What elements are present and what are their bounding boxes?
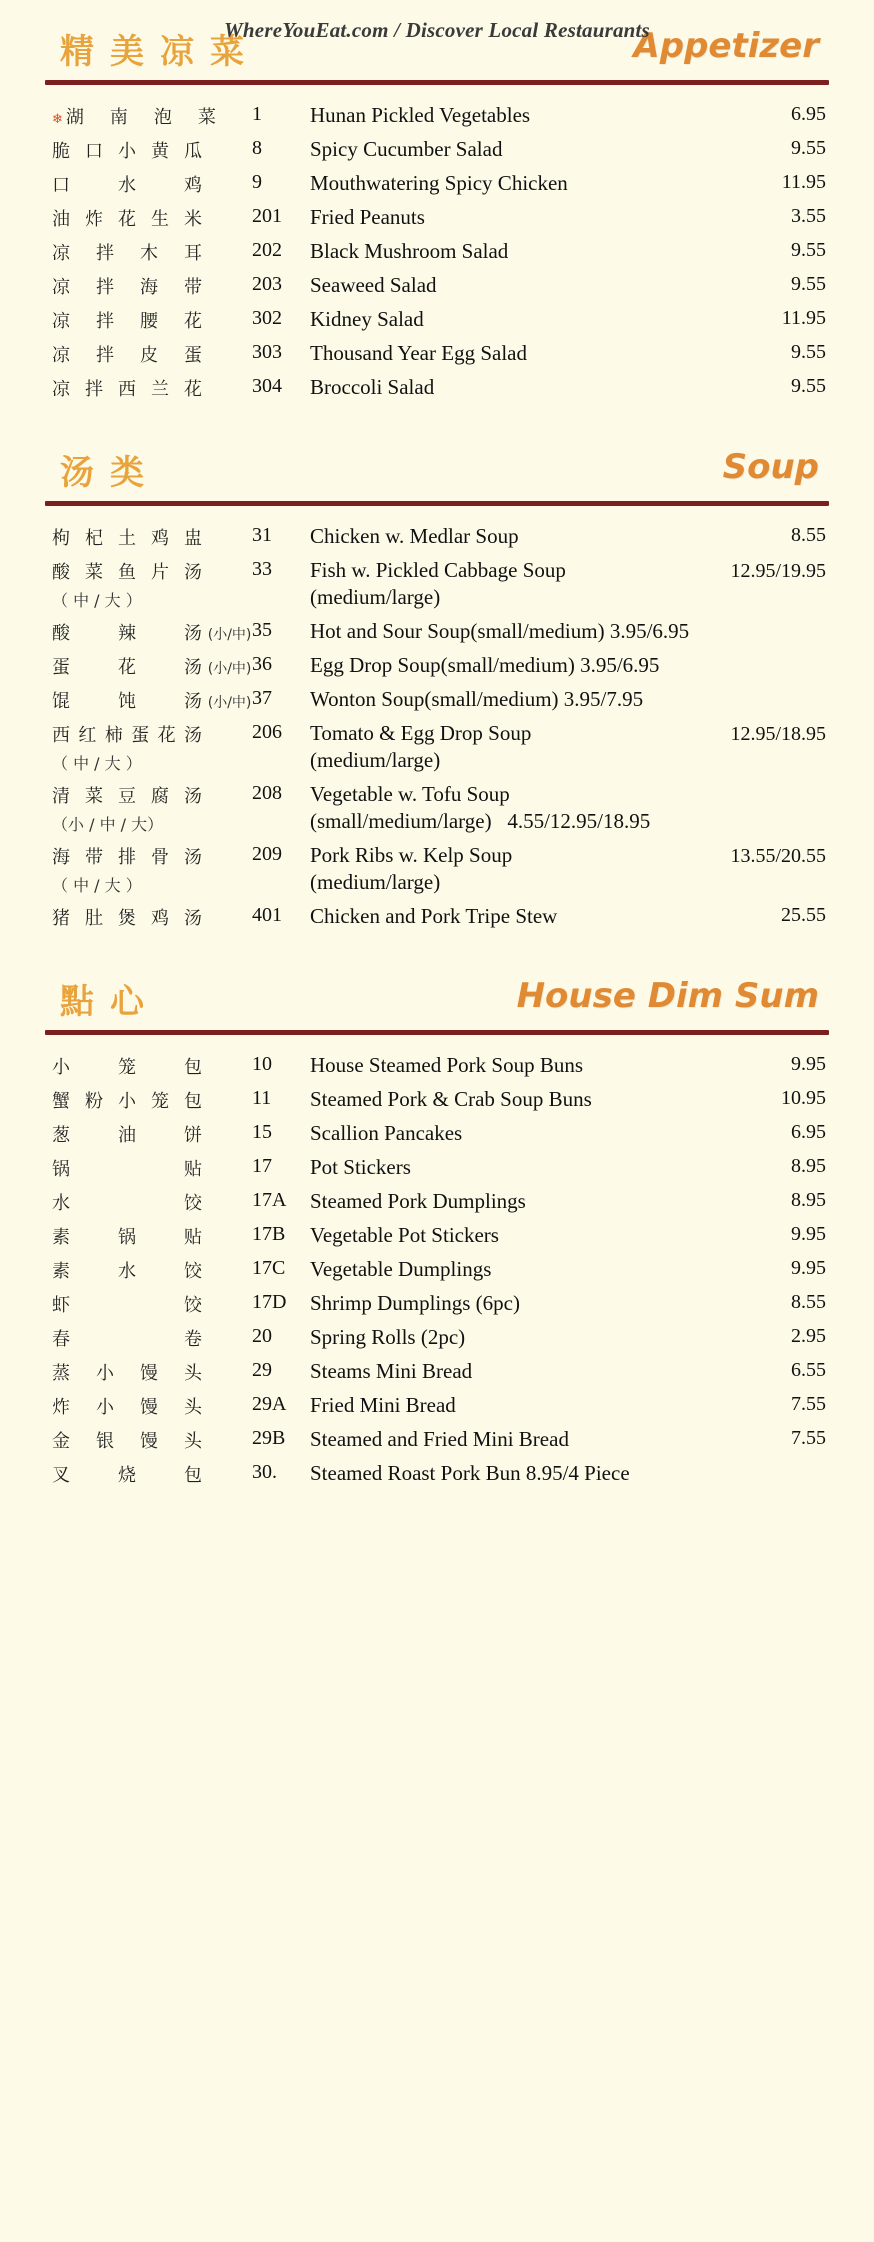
section-title-english: Soup bbox=[722, 447, 819, 487]
menu-item-row bbox=[0, 839, 874, 900]
item-chinese-text: 素水饺 bbox=[52, 1261, 202, 1282]
item-name-chinese bbox=[0, 717, 252, 778]
section-title-english: House Dim Sum bbox=[516, 976, 819, 1016]
item-price bbox=[708, 1185, 874, 1219]
item-number: 208 bbox=[252, 782, 282, 804]
menu-item-row bbox=[0, 1321, 874, 1355]
item-number: 33 bbox=[252, 558, 272, 580]
item-chinese-size-line: （ 中 / 大 ） bbox=[52, 754, 142, 773]
item-name-english bbox=[310, 167, 708, 201]
item-name-english bbox=[310, 554, 708, 615]
item-chinese-text: 炸小馒头 bbox=[52, 1397, 202, 1418]
item-price-text: 9.95 bbox=[791, 1053, 826, 1075]
item-chinese-text: 清菜豆腐汤 bbox=[52, 786, 202, 807]
item-name-text: Wonton Soup(small/medium) bbox=[310, 687, 559, 711]
menu-item-row bbox=[0, 520, 874, 554]
menu-item-row bbox=[0, 269, 874, 303]
item-price bbox=[708, 1219, 874, 1253]
item-name-english bbox=[310, 269, 708, 303]
section-header bbox=[0, 439, 874, 501]
item-name-english bbox=[310, 1117, 708, 1151]
item-number: 29 bbox=[252, 1359, 272, 1381]
item-number: 17B bbox=[252, 1223, 286, 1245]
item-number: 201 bbox=[252, 205, 282, 227]
item-chinese-text: 素锅贴 bbox=[52, 1227, 202, 1248]
menu-item-row bbox=[0, 167, 874, 201]
item-price-inline: 4.55/12.95/18.95 bbox=[507, 809, 651, 833]
item-name-sub-text: (medium/large) bbox=[310, 585, 441, 609]
menu-item-row bbox=[0, 133, 874, 167]
item-name-text: Fish w. Pickled Cabbage Soup bbox=[310, 558, 566, 582]
item-name-english bbox=[310, 201, 708, 235]
item-chinese-text: 凉拌海带 bbox=[52, 277, 202, 298]
item-number: 29B bbox=[252, 1427, 286, 1449]
item-number: 17D bbox=[252, 1291, 287, 1313]
item-chinese-size-line: （小 / 中 / 大） bbox=[52, 815, 164, 834]
item-price-text: 11.95 bbox=[781, 307, 826, 329]
item-name-chinese bbox=[0, 520, 252, 554]
item-name-sub-text: (medium/large) bbox=[310, 748, 441, 772]
item-chinese-text: 凉拌皮蛋 bbox=[52, 345, 202, 366]
menu-item-row bbox=[0, 1389, 874, 1423]
item-name-english bbox=[310, 649, 708, 683]
menu-item-row bbox=[0, 1185, 874, 1219]
menu-item-row bbox=[0, 649, 874, 683]
item-name-subline bbox=[310, 870, 698, 895]
item-name-text: Mouthwatering Spicy Chicken bbox=[310, 171, 568, 195]
item-chinese-text: 虾饺 bbox=[52, 1295, 202, 1316]
item-name-chinese bbox=[0, 1049, 252, 1083]
item-price bbox=[708, 1083, 874, 1117]
item-chinese-text: 湖南泡菜 bbox=[65, 107, 216, 128]
section-title-chinese: 精美凉菜 bbox=[60, 32, 260, 72]
item-chinese-text: 小笼包 bbox=[52, 1057, 202, 1078]
item-number: 20 bbox=[252, 1325, 272, 1347]
item-name-english bbox=[310, 1185, 708, 1219]
menu-item-row bbox=[0, 1049, 874, 1083]
item-price bbox=[708, 167, 874, 201]
menu-item-row bbox=[0, 303, 874, 337]
item-number: 30. bbox=[252, 1461, 277, 1483]
menu-item-row bbox=[0, 554, 874, 615]
item-price bbox=[708, 1423, 874, 1457]
top-spacer bbox=[0, 0, 874, 18]
item-name-text: Hunan Pickled Vegetables bbox=[310, 103, 531, 127]
item-price-text: 6.95 bbox=[791, 1121, 826, 1143]
item-name-text: Chicken w. Medlar Soup bbox=[310, 524, 519, 548]
item-price-text: 11.95 bbox=[781, 171, 826, 193]
item-price bbox=[708, 1151, 874, 1185]
item-chinese-size: (小/中) bbox=[207, 661, 252, 677]
item-price-text: 7.55 bbox=[791, 1393, 826, 1415]
item-price-text: 9.55 bbox=[791, 239, 826, 261]
menu-item-table bbox=[0, 520, 874, 934]
item-chinese-text: 蛋花汤 bbox=[52, 657, 202, 678]
item-price bbox=[708, 649, 874, 683]
item-name-text: Steams Mini Bread bbox=[310, 1359, 473, 1383]
item-name-text: Thousand Year Egg Salad bbox=[310, 341, 527, 365]
item-price bbox=[708, 99, 874, 133]
item-name-text: Vegetable Pot Stickers bbox=[310, 1223, 499, 1247]
item-name-text: Fried Mini Bread bbox=[310, 1393, 456, 1417]
item-price bbox=[708, 337, 874, 371]
menu-item-table bbox=[0, 1049, 874, 1491]
section-spacer bbox=[0, 942, 874, 968]
item-name-sub-text: (small/medium/large) bbox=[310, 809, 492, 833]
item-name-text: Spicy Cucumber Salad bbox=[310, 137, 503, 161]
item-name-english bbox=[310, 99, 708, 133]
item-number: 37 bbox=[252, 687, 272, 709]
item-name-text: Hot and Sour Soup(small/medium) bbox=[310, 619, 605, 643]
menu-section bbox=[0, 0, 874, 413]
item-price bbox=[708, 1049, 874, 1083]
item-price bbox=[708, 269, 874, 303]
item-price-sub: 13.55/20.55 bbox=[730, 845, 826, 867]
item-name-chinese bbox=[0, 1083, 252, 1117]
menu-item-row bbox=[0, 99, 874, 133]
item-price bbox=[708, 303, 874, 337]
item-name-text: Seaweed Salad bbox=[310, 273, 437, 297]
item-price-text: 3.55 bbox=[791, 205, 826, 227]
item-name-english bbox=[310, 337, 708, 371]
item-name-chinese bbox=[0, 1117, 252, 1151]
menu-item-row bbox=[0, 371, 874, 405]
item-price bbox=[708, 900, 874, 934]
item-price-text: 9.95 bbox=[791, 1223, 826, 1245]
item-name-text: Black Mushroom Salad bbox=[310, 239, 509, 263]
item-chinese-text: 葱油饼 bbox=[52, 1125, 202, 1146]
item-chinese-text: 水饺 bbox=[52, 1193, 202, 1214]
item-chinese-text: 蒸小馒头 bbox=[52, 1363, 202, 1384]
item-name-chinese bbox=[0, 1185, 252, 1219]
item-price bbox=[708, 1457, 874, 1491]
item-price-text: 8.55 bbox=[791, 1291, 826, 1313]
item-price-text: 6.55 bbox=[791, 1359, 826, 1381]
menu-item-row bbox=[0, 235, 874, 269]
item-price bbox=[708, 554, 874, 615]
item-name-english bbox=[310, 1083, 708, 1117]
item-price bbox=[708, 1321, 874, 1355]
menu-section bbox=[0, 413, 874, 942]
menu-item-row bbox=[0, 683, 874, 717]
item-name-chinese bbox=[0, 615, 252, 649]
item-name-text: House Steamed Pork Soup Buns bbox=[310, 1053, 583, 1077]
item-name-chinese bbox=[0, 1355, 252, 1389]
menu-item-row bbox=[0, 1117, 874, 1151]
item-price-text: 6.95 bbox=[791, 103, 826, 125]
item-price-text: 25.55 bbox=[781, 904, 826, 926]
item-name-english bbox=[310, 520, 708, 554]
item-chinese-text: 枸杞土鸡盅 bbox=[52, 528, 202, 549]
item-number: 401 bbox=[252, 904, 282, 926]
item-name-sub-text: (medium/large) bbox=[310, 870, 441, 894]
item-name-english bbox=[310, 1049, 708, 1083]
item-price bbox=[708, 1117, 874, 1151]
item-chinese-text: 酸菜鱼片汤 bbox=[52, 562, 202, 583]
item-price-text: 8.95 bbox=[791, 1155, 826, 1177]
item-price bbox=[708, 1355, 874, 1389]
section-title-chinese: 汤类 bbox=[60, 453, 160, 493]
item-price bbox=[708, 201, 874, 235]
item-chinese-size: (小/中) bbox=[207, 627, 252, 643]
item-name-text: Tomato & Egg Drop Soup bbox=[310, 721, 532, 745]
item-name-english bbox=[310, 235, 708, 269]
item-name-chinese bbox=[0, 235, 252, 269]
section-spacer bbox=[0, 413, 874, 439]
item-number: 206 bbox=[252, 721, 282, 743]
item-price bbox=[708, 371, 874, 405]
menu-item-row bbox=[0, 900, 874, 934]
item-number: 203 bbox=[252, 273, 282, 295]
item-name-english bbox=[310, 1355, 708, 1389]
item-chinese-text: 凉拌腰花 bbox=[52, 311, 202, 332]
item-chinese-text: 脆口小黄瓜 bbox=[52, 141, 202, 162]
item-name-chinese bbox=[0, 269, 252, 303]
item-name-text: Broccoli Salad bbox=[310, 375, 435, 399]
item-chinese-text: 西红柿蛋花汤 bbox=[52, 725, 202, 746]
item-chinese-text: 金银馒头 bbox=[52, 1431, 202, 1452]
item-name-english bbox=[310, 1457, 708, 1491]
item-chinese-text: 叉烧包 bbox=[52, 1465, 202, 1486]
item-price-text: 9.95 bbox=[791, 1257, 826, 1279]
item-name-text: Kidney Salad bbox=[310, 307, 424, 331]
item-name-text: Steamed Roast Pork Bun bbox=[310, 1461, 521, 1485]
item-price bbox=[708, 1287, 874, 1321]
item-number: 15 bbox=[252, 1121, 272, 1143]
menu-item-row bbox=[0, 1355, 874, 1389]
item-chinese-text: 春卷 bbox=[52, 1329, 202, 1350]
item-price-text: 9.55 bbox=[791, 341, 826, 363]
item-number: 31 bbox=[252, 524, 272, 546]
item-number: 35 bbox=[252, 619, 272, 641]
item-name-chinese bbox=[0, 683, 252, 717]
section-divider bbox=[45, 80, 829, 85]
section-title-chinese: 點心 bbox=[60, 982, 160, 1022]
item-name-chinese bbox=[0, 900, 252, 934]
item-name-english bbox=[310, 778, 708, 839]
section-header bbox=[0, 968, 874, 1030]
item-number: 8 bbox=[252, 137, 262, 159]
item-number: 10 bbox=[252, 1053, 272, 1075]
item-number: 202 bbox=[252, 239, 282, 261]
item-name-text: Spring Rolls (2pc) bbox=[310, 1325, 466, 1349]
item-name-text: Vegetable Dumplings bbox=[310, 1257, 492, 1281]
item-name-english bbox=[310, 303, 708, 337]
item-number: 17A bbox=[252, 1189, 287, 1211]
item-chinese-text: 凉拌西兰花 bbox=[52, 379, 202, 400]
section-title-english: Appetizer bbox=[633, 26, 819, 66]
item-name-text: Egg Drop Soup(small/medium) bbox=[310, 653, 575, 677]
spicy-icon: ❄ bbox=[52, 112, 63, 127]
item-name-chinese bbox=[0, 554, 252, 615]
item-number: 9 bbox=[252, 171, 262, 193]
item-number: 17C bbox=[252, 1257, 286, 1279]
item-price-text: 9.55 bbox=[791, 137, 826, 159]
item-number: 209 bbox=[252, 843, 282, 865]
item-price-text: 9.55 bbox=[791, 273, 826, 295]
item-price-sub: 12.95/18.95 bbox=[730, 723, 826, 745]
item-name-text: Steamed and Fried Mini Bread bbox=[310, 1427, 569, 1451]
menu-item-table bbox=[0, 99, 874, 405]
menu-item-row bbox=[0, 1287, 874, 1321]
item-price-text: 8.95 bbox=[791, 1189, 826, 1211]
item-name-chinese bbox=[0, 839, 252, 900]
item-price bbox=[708, 520, 874, 554]
item-number: 11 bbox=[252, 1087, 272, 1109]
item-chinese-size: (小/中) bbox=[207, 695, 252, 711]
menu-item-row bbox=[0, 337, 874, 371]
item-chinese-text: 锅贴 bbox=[52, 1159, 202, 1180]
item-name-chinese bbox=[0, 778, 252, 839]
item-name-chinese bbox=[0, 1151, 252, 1185]
item-chinese-text: 猪肚煲鸡汤 bbox=[52, 908, 202, 929]
item-price-inline: 3.95/6.95 bbox=[580, 653, 660, 677]
menu-item-row bbox=[0, 1151, 874, 1185]
menu-item-row bbox=[0, 615, 874, 649]
item-name-english bbox=[310, 1253, 708, 1287]
item-chinese-text: 凉拌木耳 bbox=[52, 243, 202, 264]
item-name-english bbox=[310, 133, 708, 167]
menu-item-row bbox=[0, 1457, 874, 1491]
item-chinese-text: 蟹粉小笼包 bbox=[52, 1091, 202, 1112]
item-number: 304 bbox=[252, 375, 282, 397]
item-name-chinese bbox=[0, 1457, 252, 1491]
item-name-english bbox=[310, 1389, 708, 1423]
item-name-text: Shrimp Dumplings (6pc) bbox=[310, 1291, 520, 1315]
item-name-english bbox=[310, 615, 708, 649]
item-name-text: Pork Ribs w. Kelp Soup bbox=[310, 843, 513, 867]
item-chinese-text: 口水鸡 bbox=[52, 175, 202, 196]
item-price-sub: 12.95/19.95 bbox=[730, 560, 826, 582]
item-name-english bbox=[310, 683, 708, 717]
item-price bbox=[708, 1389, 874, 1423]
item-name-english bbox=[310, 1219, 708, 1253]
section-divider bbox=[45, 1030, 829, 1035]
item-name-text: Fried Peanuts bbox=[310, 205, 425, 229]
menu-item-row bbox=[0, 1219, 874, 1253]
item-name-english bbox=[310, 717, 708, 778]
menu-item-row bbox=[0, 778, 874, 839]
item-price bbox=[708, 683, 874, 717]
item-chinese-text: 海带排骨汤 bbox=[52, 847, 202, 868]
item-name-english bbox=[310, 371, 708, 405]
item-name-chinese bbox=[0, 337, 252, 371]
item-name-chinese bbox=[0, 201, 252, 235]
item-name-text: Chicken and Pork Tripe Stew bbox=[310, 904, 558, 928]
item-name-text: Vegetable w. Tofu Soup bbox=[310, 782, 510, 806]
item-chinese-text: 酸辣汤 bbox=[52, 623, 202, 644]
item-name-english bbox=[310, 1287, 708, 1321]
item-price bbox=[708, 615, 874, 649]
item-number: 36 bbox=[252, 653, 272, 675]
menu-item-row bbox=[0, 717, 874, 778]
menu-item-row bbox=[0, 1423, 874, 1457]
item-chinese-size-line: （ 中 / 大 ） bbox=[52, 591, 142, 610]
item-name-chinese bbox=[0, 167, 252, 201]
item-price-text: 9.55 bbox=[791, 375, 826, 397]
menu-section bbox=[0, 942, 874, 1499]
item-name-chinese bbox=[0, 1219, 252, 1253]
item-name-chinese bbox=[0, 1321, 252, 1355]
item-name-chinese bbox=[0, 1423, 252, 1457]
item-number: 17 bbox=[252, 1155, 272, 1177]
item-name-english bbox=[310, 839, 708, 900]
item-name-chinese bbox=[0, 1389, 252, 1423]
item-number: 29A bbox=[252, 1393, 287, 1415]
item-price-inline: 8.95/4 Piece bbox=[525, 1461, 630, 1485]
item-name-english bbox=[310, 1321, 708, 1355]
item-name-chinese bbox=[0, 133, 252, 167]
item-price-text: 2.95 bbox=[791, 1325, 826, 1347]
item-chinese-text: 油炸花生米 bbox=[52, 209, 202, 230]
item-price-inline: 3.95/7.95 bbox=[563, 687, 644, 711]
item-number: 303 bbox=[252, 341, 282, 363]
item-name-english bbox=[310, 900, 708, 934]
item-name-text: Steamed Pork Dumplings bbox=[310, 1189, 526, 1213]
item-name-subline bbox=[310, 585, 698, 610]
item-name-subline bbox=[310, 748, 698, 773]
item-price bbox=[708, 839, 874, 900]
item-name-text: Steamed Pork & Crab Soup Buns bbox=[310, 1087, 592, 1111]
item-price-text: 7.55 bbox=[791, 1427, 826, 1449]
item-price bbox=[708, 778, 874, 839]
item-name-chinese bbox=[0, 371, 252, 405]
item-price bbox=[708, 717, 874, 778]
menu-item-row bbox=[0, 1253, 874, 1287]
item-price bbox=[708, 235, 874, 269]
item-price-inline: 3.95/6.95 bbox=[609, 619, 690, 643]
item-name-chinese bbox=[0, 649, 252, 683]
menu-item-row bbox=[0, 201, 874, 235]
item-number: 1 bbox=[252, 103, 262, 125]
site-credit: WhereYouEat.com / Discover Local Restaurants bbox=[224, 18, 650, 42]
menu-item-row bbox=[0, 1083, 874, 1117]
item-price bbox=[708, 1253, 874, 1287]
item-price-text: 8.55 bbox=[791, 524, 826, 546]
item-name-chinese bbox=[0, 1287, 252, 1321]
item-name-english bbox=[310, 1423, 708, 1457]
item-name-chinese bbox=[0, 303, 252, 337]
item-name-chinese bbox=[0, 1253, 252, 1287]
item-name-text: Scallion Pancakes bbox=[310, 1121, 463, 1145]
item-price-text: 10.95 bbox=[781, 1087, 826, 1109]
item-chinese-text: 馄饨汤 bbox=[52, 691, 202, 712]
item-name-subline bbox=[310, 809, 698, 834]
item-name-chinese bbox=[0, 99, 252, 133]
item-chinese-size-line: （ 中 / 大 ） bbox=[52, 876, 142, 895]
item-price bbox=[708, 133, 874, 167]
section-divider bbox=[45, 501, 829, 506]
item-number: 302 bbox=[252, 307, 282, 329]
item-name-english bbox=[310, 1151, 708, 1185]
item-name-text: Pot Stickers bbox=[310, 1155, 411, 1179]
